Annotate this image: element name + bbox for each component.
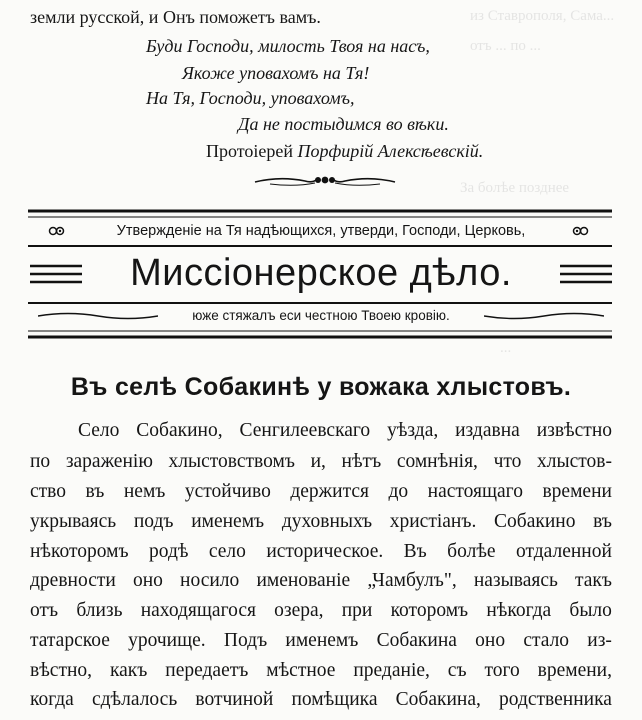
word: настоящаго	[427, 481, 523, 502]
word: зараженію	[65, 451, 153, 472]
article-heading: Въ селѣ Собакинѣ у вожака хлыстовъ.	[70, 373, 572, 401]
bleed-through-text: ...	[500, 340, 512, 356]
word: времени	[542, 481, 612, 502]
banner-top-rule	[28, 208, 612, 220]
bleed-through-text: За болѣе позднее	[460, 180, 570, 196]
word: именемъ	[191, 511, 265, 532]
word: было	[569, 600, 612, 621]
body-line	[30, 570, 612, 592]
word: передаетъ	[165, 660, 249, 681]
word: при	[341, 600, 373, 621]
word: хлыстов-	[537, 451, 612, 472]
word: немъ	[123, 481, 166, 502]
word: оно	[132, 570, 163, 591]
word: Подъ	[223, 630, 268, 651]
verse-line: Да не постыдимся во вѣки.	[238, 114, 449, 134]
word: когда	[30, 689, 74, 710]
signature-title: Протоіерей	[206, 141, 294, 161]
verse-line: На Тя, Господи, уповахомъ,	[146, 88, 355, 108]
body-line	[30, 660, 612, 682]
signature	[206, 141, 483, 162]
word: оно	[475, 630, 506, 651]
text-line: земли русской, и Онъ поможетъ вамъ.	[30, 7, 321, 27]
word: Собакино,	[136, 420, 223, 441]
word: издавна	[455, 420, 520, 441]
word: духовныхъ	[281, 511, 373, 532]
word: Сенгилеевскаго	[239, 420, 371, 441]
word: находящагося	[140, 600, 256, 621]
word: сомнѣнія,	[396, 451, 478, 472]
body-line	[30, 541, 612, 563]
bleed-through-text: отъ ... по ...	[470, 38, 541, 54]
body-line	[30, 511, 612, 533]
body-line	[30, 689, 612, 711]
word: времени,	[537, 660, 612, 681]
word: нѣкогда	[486, 600, 552, 621]
body-line	[30, 630, 612, 652]
word: село	[208, 541, 246, 562]
word: татарское	[30, 630, 110, 651]
word: историческое.	[266, 541, 384, 562]
word: вотчиной	[195, 689, 274, 710]
word: того	[484, 660, 520, 681]
banner-bottom-rule	[28, 328, 612, 340]
word: из-	[587, 630, 612, 651]
word: Въ	[403, 541, 427, 562]
word: стало	[523, 630, 570, 651]
body-line	[30, 481, 612, 503]
word: въ	[593, 511, 612, 532]
signature-name: Порфирій Алексѣевскій.	[297, 141, 484, 161]
verse-line: Якоже уповахомъ на Тя!	[182, 63, 370, 83]
section-title: Миссіонерское дѣло.	[130, 252, 512, 294]
banner-subtitle: юже стяжалъ еси честною Твоею кровію.	[192, 308, 450, 323]
word: близь	[76, 600, 123, 621]
word: Собакина	[376, 630, 457, 651]
word: въ	[85, 481, 105, 502]
word: древности	[30, 570, 116, 591]
banner-mid-rule	[28, 243, 612, 249]
word: сдѣлалось	[91, 689, 178, 710]
word: родѣ	[149, 541, 189, 562]
word: что	[493, 451, 522, 472]
word: устойчиво	[184, 481, 271, 502]
word: помѣщика	[291, 689, 378, 710]
word: называясь	[473, 570, 558, 591]
banner-motto: Утвержденіе на Тя надѣющихся, утверди, Господи, Церковь,	[116, 223, 526, 239]
word: озера,	[274, 600, 324, 621]
word: которомъ	[390, 600, 469, 621]
word: отдаленной	[515, 541, 612, 562]
word: укрываясь	[30, 511, 117, 532]
verse-line: Буди Господи, милость Твоя на насъ,	[146, 36, 430, 56]
word: держится	[290, 481, 369, 502]
word: отъ	[30, 600, 59, 621]
word: болѣе	[447, 541, 496, 562]
banner-lower-rule	[28, 300, 612, 306]
word: преданіе,	[353, 660, 430, 681]
word: нѣкоторомъ	[30, 541, 129, 562]
body-line	[30, 600, 612, 622]
ornament-divider	[250, 170, 400, 190]
word: мѣстное	[266, 660, 336, 681]
word: такъ	[575, 570, 612, 591]
word: Село	[78, 420, 120, 441]
word: хлыстовствомъ	[168, 451, 295, 472]
body-line	[78, 420, 612, 442]
word: вѣстно,	[30, 660, 93, 681]
bleed-through-text: из Ставрополя, Сама...	[470, 8, 615, 24]
title-right-bars	[560, 262, 612, 286]
scroll-icon	[567, 225, 589, 237]
word: ство	[30, 481, 67, 502]
word: уѣзда,	[387, 420, 439, 441]
word: съ	[447, 660, 467, 681]
body-line	[30, 451, 612, 473]
word: Собакина,	[395, 689, 481, 710]
word: урочище.	[128, 630, 206, 651]
word: именованіе	[256, 570, 351, 591]
word: „Чамбулъ",	[367, 570, 457, 591]
word: подъ	[133, 511, 174, 532]
word: извѣстно	[536, 420, 612, 441]
word: до	[388, 481, 409, 502]
subtitle-right-flourish	[484, 310, 604, 322]
word: и,	[310, 451, 326, 472]
word: какъ	[109, 660, 148, 681]
word: Собакино	[494, 511, 576, 532]
word: родственника	[499, 689, 612, 710]
word: по	[30, 451, 51, 472]
word: именемъ	[285, 630, 359, 651]
word: христіанъ.	[389, 511, 477, 532]
word: нѣтъ	[341, 451, 382, 472]
word: носило	[180, 570, 240, 591]
